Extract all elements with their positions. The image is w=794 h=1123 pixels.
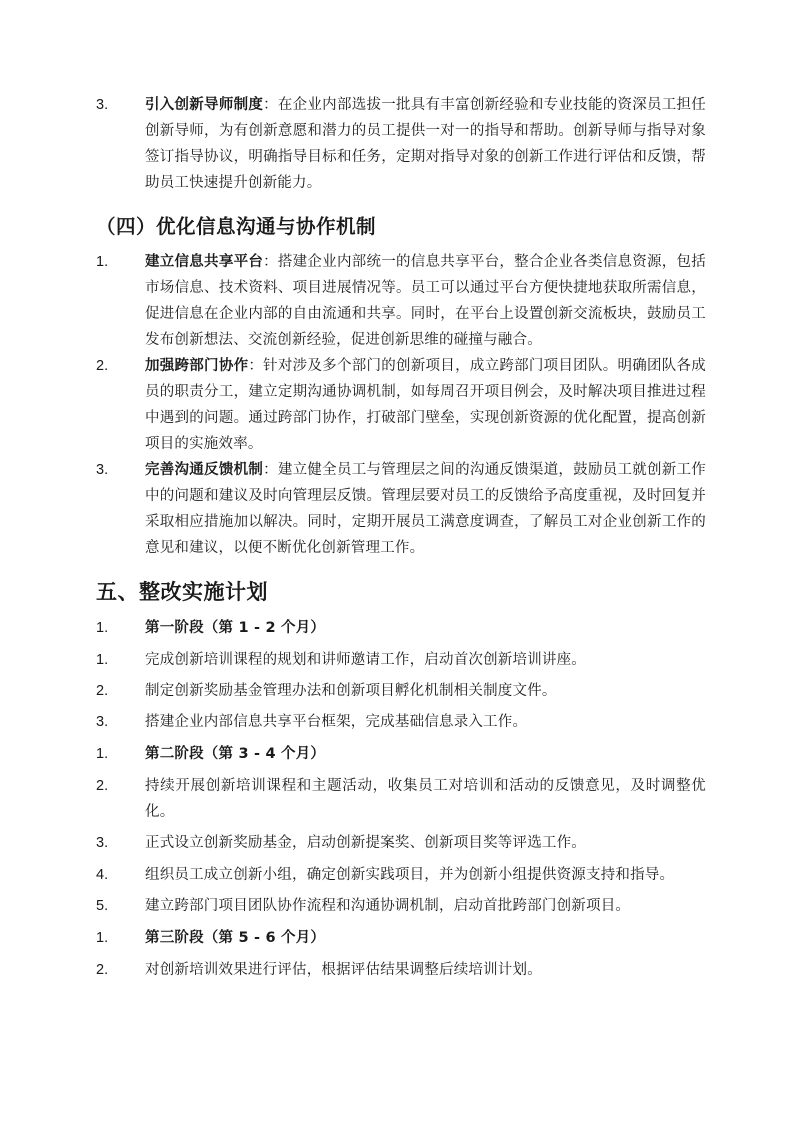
- list-item: [96, 830, 706, 856]
- list-item: [96, 615, 706, 641]
- list-item-body: [145, 249, 706, 353]
- list-item-body: [145, 457, 706, 561]
- list-item-text: ：在企业内部选拔一批具有丰富创新经验和专业技能的资深员工担任创新导师，为有创新意愿和潜力的员工提供一对一的指导和帮助。创新导师与指导对象签订指导协议，明确指导目标和任务，定期对指导对象的创新工作进行评估和反馈，帮助员工快速提升创新能力。: [145, 97, 706, 191]
- list-item: [96, 773, 706, 825]
- phase-heading: 第二阶段（第 3 - 4 个月）: [145, 746, 326, 762]
- list-number: 3.: [96, 714, 109, 730]
- list-item: [96, 678, 706, 704]
- list-item-text: 建立跨部门项目团队协作流程和沟通协调机制，启动首批跨部门创新项目。: [145, 898, 631, 914]
- list-item: [96, 957, 706, 983]
- list-number: 3.: [96, 97, 109, 113]
- list-number: 3.: [96, 462, 109, 478]
- section-heading: （四）优化信息沟通与协作机制: [96, 215, 377, 238]
- list-item: [96, 741, 706, 767]
- list-number: 1.: [96, 254, 109, 270]
- list-number: 1.: [96, 930, 109, 946]
- list-item: [96, 925, 706, 951]
- list-item-text: 组织员工成立创新小组，确定创新实践项目，并为创新小组提供资源支持和指导。: [145, 867, 675, 883]
- list-item-text: 制定创新奖励基金管理办法和创新项目孵化机制相关制度文件。: [145, 683, 557, 699]
- list-item-text: ：建立健全员工与管理层之间的沟通反馈渠道，鼓励员工就创新工作中的问题和建议及时向管理层反馈。管理层要对员工的反馈给予高度重视，及时回复并采取相应措施加以解决。同时，定期开展员工满意度调查，了解员工对企业创新工作的意见和建议，以便不断优化创新管理工作。: [145, 462, 706, 556]
- list-item: [96, 709, 706, 735]
- list-number: 2.: [96, 778, 109, 794]
- list-item: [96, 353, 706, 457]
- list-item-text: 对创新培训效果进行评估，根据评估结果调整后续培训计划。: [145, 962, 542, 978]
- list-item-text: ：搭建企业内部统一的信息共享平台，整合企业各类信息资源，包括市场信息、技术资料、项目进展情况等。员工可以通过平台方便快捷地获取所需信息，促进信息在企业内部的自由流通和共享。同时，在平台上设置创新交流板块，鼓励员工发布创新想法、交流创新经验，促进创新思维的碰撞与融合。: [145, 254, 706, 348]
- chapter-heading: 五、整改实施计划: [96, 580, 268, 604]
- list-item-text: 完成创新培训课程的规划和讲师邀请工作，启动首次创新培训讲座。: [145, 652, 586, 668]
- list-number: 2.: [96, 358, 109, 374]
- list-item: [96, 92, 706, 196]
- list-item-body: [145, 92, 706, 196]
- list-item: [96, 249, 706, 353]
- list-item-lead: 引入创新导师制度: [145, 97, 264, 113]
- list-number: 1.: [96, 652, 109, 668]
- list-number: 1.: [96, 620, 109, 636]
- list-item-lead: 建立信息共享平台: [145, 254, 264, 270]
- list-item-text: 搭建企业内部信息共享平台框架，完成基础信息录入工作。: [145, 714, 528, 730]
- list-number: 1.: [96, 746, 109, 762]
- list-number: 2.: [96, 683, 109, 699]
- list-item-lead: 加强跨部门协作: [145, 358, 249, 374]
- phase-heading: 第三阶段（第 5 - 6 个月）: [145, 930, 326, 946]
- list-item: [96, 647, 706, 673]
- list-item-text: ：针对涉及多个部门的创新项目，成立跨部门项目团队。明确团队各成员的职责分工，建立定期沟通协调机制，如每周召开项目例会，及时解决项目推进过程中遇到的问题。通过跨部门协作，打破部门壁垒，实现创新资源的优化配置，提高创新项目的实施效率。: [145, 358, 706, 452]
- list-item-lead: 完善沟通反馈机制: [145, 462, 264, 478]
- list-item: [96, 457, 706, 561]
- list-item-text: 正式设立创新奖励基金，启动创新提案奖、创新项目奖等评选工作。: [145, 835, 586, 851]
- phase-heading: 第一阶段（第 1 - 2 个月）: [145, 620, 326, 636]
- list-number: 5.: [96, 898, 109, 914]
- list-number: 4.: [96, 867, 109, 883]
- list-item: [96, 862, 706, 888]
- list-number: 2.: [96, 962, 109, 978]
- list-number: 3.: [96, 835, 109, 851]
- list-item-text: 持续开展创新培训课程和主题活动，收集员工对培训和活动的反馈意见，及时调整优化。: [145, 778, 706, 820]
- list-item: [96, 893, 706, 919]
- list-item-body: [145, 353, 706, 457]
